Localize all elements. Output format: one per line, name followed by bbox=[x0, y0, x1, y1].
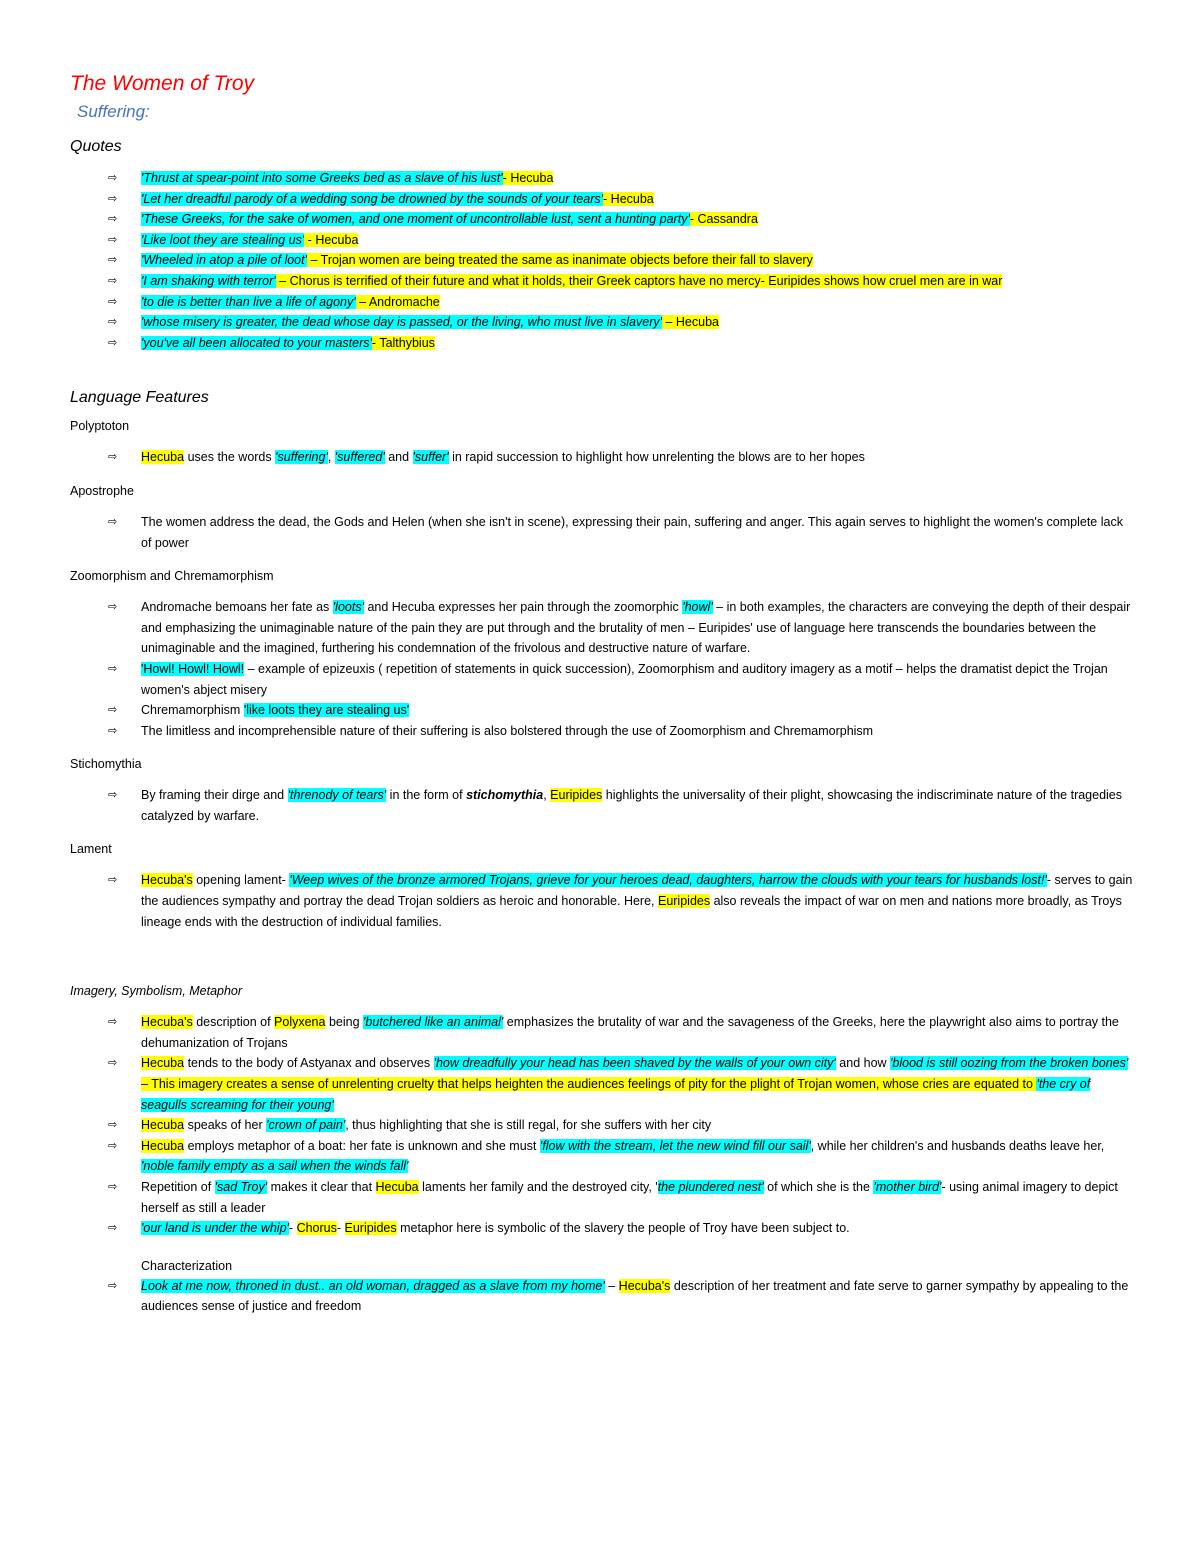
list-item: ⇨ Look at me now, throned in dust.. an old woman, dragged as a slave from my home' – Hecuba's description of her treatment and fate serve to garner sympathy by appealing to the audiences sense of justice and freedom bbox=[70, 1276, 1135, 1317]
list-item: ⇨ Hecuba's opening lament- 'Weep wives of the bronze armored Trojans, grieve for your heroes dead, daughters, harrow the clouds with your tears for husbands lost!'- serves to gain the audiences sympathy and portray the dead Trojan soldiers as heroic and honorable. Here, Euripides also reveals the impact of war on men and nations more broadly, as Troys lineage ends with the destruction of individual families. bbox=[70, 870, 1135, 932]
arrow-icon: ⇨ bbox=[108, 723, 118, 737]
quote-text: 'Thrust at spear-point into some Greeks bed as a slave of his lust' bbox=[141, 171, 503, 185]
quote-item: ⇨ 'Like loot they are stealing us' - Hecuba bbox=[70, 230, 1135, 251]
arrow-icon: ⇨ bbox=[108, 600, 118, 614]
zoomorphism-list bbox=[70, 597, 1135, 741]
arrow-icon: ⇨ bbox=[108, 450, 118, 464]
arrow-icon: ⇨ bbox=[108, 1180, 118, 1193]
list-item: ⇨ Hecuba employs metaphor of a boat: her fate is unknown and she must 'flow with the stream, let the new wind fill our sail', while her children's and husbands deaths leave her, 'noble family empty as a sail when the winds fall' bbox=[70, 1136, 1135, 1177]
characterization-list bbox=[70, 1276, 1135, 1317]
apostrophe-list bbox=[70, 512, 1135, 553]
arrow-icon: ⇨ bbox=[108, 335, 118, 349]
arrow-icon: ⇨ bbox=[108, 1138, 118, 1152]
arrow-icon: ⇨ bbox=[108, 514, 118, 528]
quote-text: 'Let her dreadful parody of a wedding song be drowned by the sounds of your tears' bbox=[141, 191, 604, 206]
quotes-list bbox=[70, 168, 1135, 353]
imagery-heading: Imagery, Symbolism, Metaphor bbox=[70, 984, 243, 999]
quote-item: ⇨ 'Thrust at spear-point into some Greeks bed as a slave of his lust'- Hecuba bbox=[70, 168, 1135, 189]
document-page bbox=[70, 72, 1135, 1317]
list-item: ⇨ 'Howl! Howl! Howl! – example of epizeuxis ( repetition of statements in quick succession), Zoomorphism and auditory imagery as a motif – helps the dramatist depict the Trojan women's abject misery bbox=[70, 659, 1135, 700]
quote-item: ⇨ 'Wheeled in atop a pile of loot' – Trojan women are being treated the same as inanimate objects before their fall to slavery bbox=[70, 250, 1135, 271]
arrow-icon: ⇨ bbox=[108, 661, 118, 675]
arrow-icon: ⇨ bbox=[108, 1278, 118, 1292]
list-item: ⇨ The limitless and incomprehensible nature of their suffering is also bolstered through the use of Zoomorphism and Chremamorphism bbox=[70, 721, 1135, 742]
lament-list bbox=[70, 870, 1135, 932]
arrow-icon: ⇨ bbox=[108, 1056, 118, 1070]
list-item: ⇨ Repetition of 'sad Troy' makes it clear that Hecuba laments her family and the destroyed city, 'the plundered nest' of which she is the 'mother bird'- using animal imagery to depict herself as still a leader bbox=[70, 1177, 1135, 1218]
arrow-icon: ⇨ bbox=[108, 232, 118, 246]
characterization-heading: Characterization bbox=[141, 1258, 233, 1273]
stichomythia-heading: Stichomythia bbox=[70, 757, 142, 772]
arrow-icon: ⇨ bbox=[108, 703, 118, 717]
list-item: ⇨ Andromache bemoans her fate as 'loots' and Hecuba expresses her pain through the zoomorphic 'howl' – in both examples, the characters are conveying the depth of their despair and emphasizing the unimaginable nature of the pain they are put through and the brutality of men – Euripides' use of language here transcends the boundaries between the unimaginable and the imagined, furthering his condemnation of the frivolous and destructive nature of warfare. bbox=[70, 597, 1135, 659]
quote-speaker: Talthybius bbox=[379, 335, 435, 350]
quote-item: ⇨ 'you've all been allocated to your masters'- Talthybius bbox=[70, 333, 1135, 354]
document-title: The Women of Troy bbox=[70, 72, 254, 95]
quote-comment: Chorus is terrified of their future and what it holds, their Greek captors have no mercy- Euripides shows how cruel men are in war bbox=[289, 273, 1003, 288]
arrow-icon: ⇨ bbox=[108, 294, 118, 308]
quote-text: 'Like loot they are stealing us' bbox=[141, 232, 305, 247]
arrow-icon: ⇨ bbox=[108, 1015, 118, 1029]
list-item: ⇨ By framing their dirge and 'threnody of tears' in the form of stichomythia, Euripides highlights the universality of their plight, showcasing the indiscriminate nature of the tragedies catalyzed by warfare. bbox=[70, 785, 1135, 826]
imagery-list bbox=[70, 1012, 1135, 1239]
list-item: ⇨ Hecuba speaks of her 'crown of pain', thus highlighting that she is still regal, for she suffers with her city bbox=[70, 1115, 1135, 1136]
list-item: ⇨ Hecuba tends to the body of Astyanax and observes 'how dreadfully your head has been shaved by the walls of your own city' and how 'blood is still oozing from the broken bones' – This imagery creates a sense of unrelenting cruelty that helps heighten the audiences feelings of pity for the plight of Trojan women, whose cries are equated to 'the cry of seagulls screaming for their young' bbox=[70, 1053, 1135, 1115]
quotes-heading: Quotes bbox=[70, 138, 122, 155]
arrow-icon: ⇨ bbox=[108, 191, 118, 205]
quote-text: 'you've all been allocated to your masters' bbox=[141, 335, 372, 350]
quote-text: 'I am shaking with terror' bbox=[141, 273, 276, 288]
arrow-icon: ⇨ bbox=[108, 873, 118, 887]
list-item: ⇨ Chremamorphism 'like loots they are stealing us' bbox=[70, 700, 1135, 721]
document-subtitle: Suffering: bbox=[77, 102, 150, 121]
arrow-icon: ⇨ bbox=[108, 1118, 118, 1132]
list-item: ⇨ The women address the dead, the Gods and Helen (when she isn't in scene), expressing their pain, suffering and anger. This again serves to highlight the women's complete lack of power bbox=[70, 512, 1135, 553]
quote-speaker: Andromache bbox=[368, 294, 440, 309]
language-features-heading: Language Features bbox=[70, 389, 209, 407]
quote-speaker: Cassandra bbox=[697, 212, 758, 227]
arrow-icon: ⇨ bbox=[108, 1221, 118, 1235]
apostrophe-heading: Apostrophe bbox=[70, 483, 134, 498]
list-item: ⇨ Hecuba uses the words 'suffering', 'suffered' and 'suffer' in rapid succession to highlight how unrelenting the blows are to her hopes bbox=[70, 447, 1135, 468]
quote-item: ⇨ 'Let her dreadful parody of a wedding song be drowned by the sounds of your tears'- Hecuba bbox=[70, 189, 1135, 210]
quote-text: 'These Greeks, for the sake of women, and one moment of uncontrollable lust, sent a hunting party' bbox=[141, 212, 690, 227]
polyptoton-heading: Polyptoton bbox=[70, 419, 130, 434]
quote-speaker: Hecuba bbox=[315, 232, 359, 247]
polyptoton-list bbox=[70, 447, 1135, 468]
quote-item: ⇨ 'I am shaking with terror' – Chorus is terrified of their future and what it holds, their Greek captors have no mercy- Euripides shows how cruel men are in war bbox=[70, 271, 1135, 292]
lament-heading: Lament bbox=[70, 842, 112, 857]
arrow-icon: ⇨ bbox=[108, 315, 118, 329]
quote-text: 'to die is better than live a life of agony' bbox=[141, 294, 356, 309]
list-item: ⇨ 'our land is under the whip'- Chorus- Euripides metaphor here is symbolic of the slavery the people of Troy have been subject to. bbox=[70, 1218, 1135, 1239]
arrow-icon: ⇨ bbox=[108, 212, 118, 226]
arrow-icon: ⇨ bbox=[108, 253, 118, 267]
list-item: ⇨ Hecuba's description of Polyxena being 'butchered like an animal' emphasizes the brutality of war and the savageness of the Greeks, here the playwright also aims to portray the dehumanization of Trojans bbox=[70, 1012, 1135, 1053]
quote-item: ⇨ 'These Greeks, for the sake of women, and one moment of uncontrollable lust, sent a hunting party'- Cassandra bbox=[70, 209, 1135, 230]
quote-comment: Trojan women are being treated the same as inanimate objects before their fall to slavery bbox=[320, 253, 813, 268]
stichomythia-list bbox=[70, 785, 1135, 826]
quote-speaker: Hecuba bbox=[510, 171, 554, 185]
quote-item: ⇨ 'whose misery is greater, the dead whose day is passed, or the living, who must live in slavery' – Hecuba bbox=[70, 312, 1135, 333]
quote-speaker: Hecuba bbox=[675, 315, 719, 330]
quote-text: 'whose misery is greater, the dead whose day is passed, or the living, who must live in slavery' bbox=[141, 315, 662, 330]
quote-text: 'Wheeled in atop a pile of loot' bbox=[141, 253, 307, 268]
quote-item: ⇨ 'to die is better than live a life of agony' – Andromache bbox=[70, 292, 1135, 313]
arrow-icon: ⇨ bbox=[108, 273, 118, 287]
arrow-icon: ⇨ bbox=[108, 171, 118, 184]
arrow-icon: ⇨ bbox=[108, 788, 118, 802]
quote-speaker: Hecuba bbox=[610, 191, 654, 206]
zoomorphism-heading: Zoomorphism and Chremamorphism bbox=[70, 569, 274, 584]
